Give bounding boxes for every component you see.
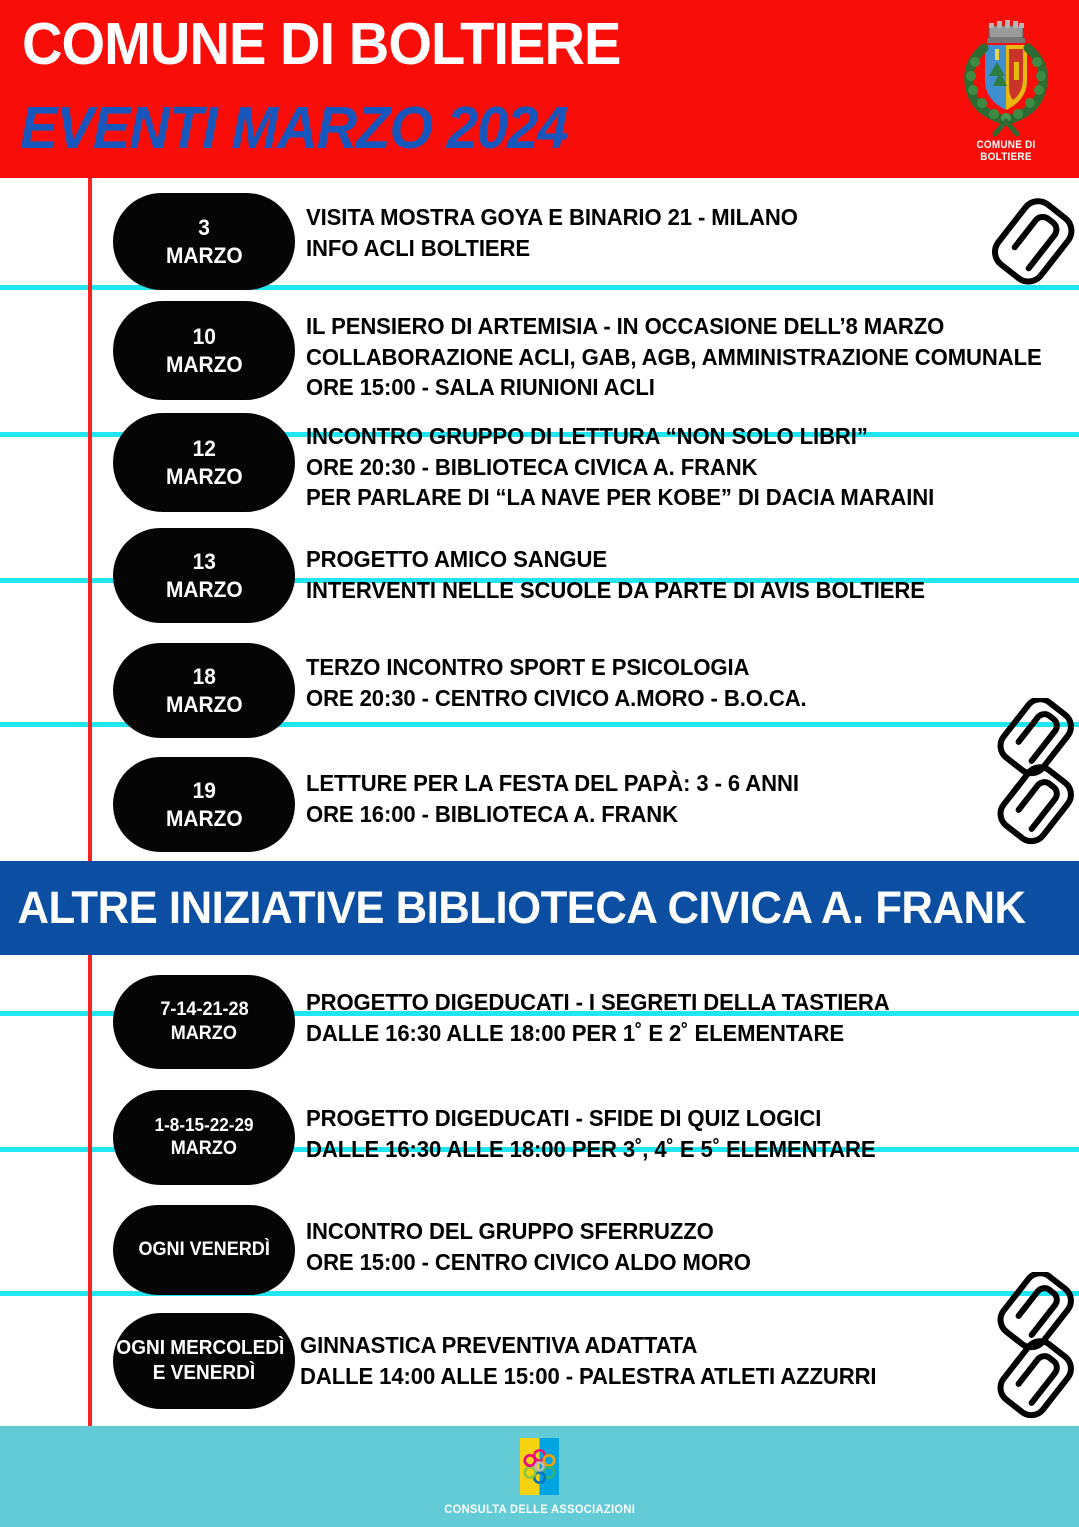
event-line: ORE 15:00 - CENTRO CIVICO ALDO MORO [306, 1248, 751, 1275]
event-line: INTERVENTI NELLE SCUOLE DA PARTE DI AVIS BOLTIERE [306, 576, 925, 603]
event-month: MARZO [165, 351, 243, 377]
event-line: IL PENSIERO DI ARTEMISIA - IN OCCASIONE DELL’8 MARZO [306, 313, 945, 339]
event-date-pill [113, 1090, 295, 1185]
event-description [306, 1216, 769, 1277]
event-line: LETTURE PER LA FESTA DEL PAPÀ: 3 - 6 ANNI [306, 770, 799, 796]
event-month: MARZO [165, 576, 243, 602]
paperclip-pair-icon [990, 1272, 1079, 1432]
event-line: TERZO INCONTRO SPORT E PSICOLOGIA [306, 654, 750, 680]
event-line: PROGETTO AMICO SANGUE [306, 546, 608, 572]
event-date-pill [113, 528, 295, 623]
paperclip-decoration [990, 1272, 1079, 1437]
event-line: PROGETTO DIGEDUCATI - I SEGRETI DELLA TASTIERA [306, 989, 890, 1015]
event-line: GINNASTICA PREVENTIVA ADATTATA [300, 1332, 698, 1358]
event-line: ORE 20:30 - CENTRO CIVICO A.MORO - B.O.CA. [306, 684, 807, 711]
margin-line [88, 178, 92, 1428]
event-date: 19 [192, 778, 216, 803]
paperclip-pair-icon [990, 698, 1079, 858]
event-date: 7-14-21-28 [159, 999, 249, 1021]
event-line: DALLE 16:30 ALLE 18:00 PER 1˚ E 2˚ ELEMENTARE [306, 1019, 844, 1046]
section-banner-label: ALTRE INIZIATIVE BIBLIOTECA CIVICA A. FRANK [17, 882, 1026, 933]
poster-footer [0, 1426, 1079, 1527]
footer-caption: CONSULTA DELLE ASSOCIAZIONI [444, 1501, 635, 1516]
event-date-pill [113, 975, 295, 1069]
event-month: MARZO [170, 1023, 238, 1044]
paperclip-decoration [990, 698, 1079, 863]
consulta-logo-icon [520, 1438, 559, 1495]
event-month: MARZO [165, 805, 243, 831]
poster-header [0, 0, 1079, 178]
event-month: MARZO [165, 242, 243, 268]
event-date: 13 [192, 549, 216, 574]
event-date-pill [113, 413, 295, 512]
event-date-pill [113, 757, 295, 852]
event-description [306, 311, 1072, 403]
event-date: 3 [198, 215, 210, 240]
event-line: ORE 16:00 - BIBLIOTECA A. FRANK [306, 800, 679, 827]
paperclip-icon [992, 196, 1076, 288]
event-date-pill [113, 643, 295, 738]
event-line: INFO ACLI BOLTIERE [306, 234, 530, 261]
event-month: E VENERDÌ [152, 1362, 256, 1384]
event-date: 10 [192, 324, 216, 349]
event-date: 18 [192, 664, 216, 689]
event-line: PROGETTO DIGEDUCATI - SFIDE DI QUIZ LOGICI [306, 1105, 822, 1131]
event-month: MARZO [165, 463, 243, 489]
event-date: 1-8-15-22-29 [154, 1115, 254, 1136]
event-line: INCONTRO GRUPPO DI LETTURA “NON SOLO LIBRI” [306, 423, 868, 449]
event-line: DALLE 14:00 ALLE 15:00 - PALESTRA ATLETI AZZURRI [300, 1362, 877, 1389]
event-description [306, 768, 819, 829]
event-line: ORE 20:30 - BIBLIOTECA CIVICA A. FRANK [306, 453, 758, 480]
page-title: COMUNE DI BOLTIERE [22, 11, 621, 77]
event-description [306, 202, 818, 263]
coat-of-arms-icon [951, 18, 1061, 143]
municipal-crest [951, 18, 1061, 168]
event-line: COLLABORAZIONE ACLI, GAB, AGB, AMMINISTRAZIONE COMUNALE [306, 343, 1042, 370]
event-line: PER PARLARE DI “LA NAVE PER KOBE” DI DACIA MARAINI [306, 484, 935, 511]
page-subtitle: EVENTI MARZO 2024 [20, 95, 568, 161]
event-date: OGNI VENERDÌ [138, 1239, 270, 1261]
event-line: ORE 15:00 - SALA RIUNIONI ACLI [306, 374, 655, 401]
event-description [300, 1330, 901, 1391]
event-date: OGNI MERCOLEDÌ [116, 1337, 284, 1359]
paperclip-decoration [992, 196, 1076, 293]
event-description [306, 652, 827, 713]
event-description [306, 544, 951, 605]
event-date-pill [113, 1205, 295, 1295]
event-line: VISITA MOSTRA GOYA E BINARIO 21 - MILANO [306, 204, 798, 230]
event-date: 12 [192, 436, 216, 461]
event-month: MARZO [170, 1137, 238, 1159]
event-month: MARZO [165, 691, 243, 717]
event-date-pill [113, 301, 295, 400]
event-description [306, 1103, 899, 1164]
event-description [306, 421, 960, 513]
event-line: INCONTRO DEL GRUPPO SFERRUZZO [306, 1218, 714, 1244]
crest-caption: COMUNE DI BOLTIERE [976, 139, 1036, 163]
event-date-pill [113, 193, 295, 290]
event-description [306, 987, 914, 1048]
section-banner [0, 861, 1079, 955]
event-date-pill [113, 1313, 295, 1409]
event-line: DALLE 16:30 ALLE 18:00 PER 3˚, 4˚ E 5˚ ELEMENTARE [306, 1135, 876, 1162]
